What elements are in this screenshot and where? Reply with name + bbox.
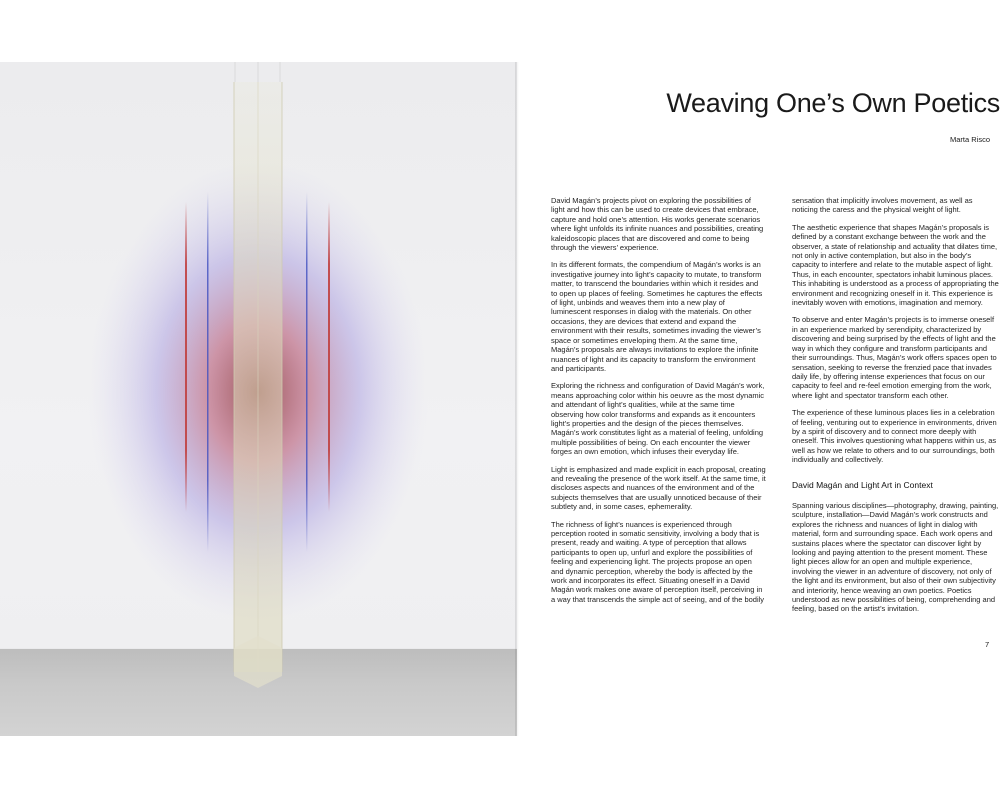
paragraph: In its different formats, the compendium of Magán’s works is an investigative journey into light’s capacity to mutate, to transform matter, to transcend the boundaries within which it resides and to open up places of feeling. Sometimes he captures the effects of light, unbinds and weaves them into a new play of luminescent responses in dialog with the materials. On other occasions, they are devices that extend and expand the environment with their results, sometimes invading the viewer’s space or sometimes enveloping them. At the same time, Magán’s proposals are always invitations to explore the infinite nuances of light and its capacity to transform the environment and participants. <box>551 260 763 373</box>
text-column-left <box>551 196 766 612</box>
paragraph: Spanning various disciplines—photography, drawing, painting, sculpture, installation—David Magán’s work constructs and explores the richness and nuances of light in dialog with material, form and surrounding space. Each work opens and sustains places where the spectator can discover light by looking and paying attention to the present moment. These light pieces allow for an open and multiple experience, involving the viewer in an adventure of discovery, not only of the light and its environment, but also of their own subjectivity and interiority, hence weaving an own poetics. Poetics understood as new possibilities of being, comprehending and feeling, based on the artist’s invitation. <box>792 500 999 614</box>
book-spread <box>0 62 1000 736</box>
paragraph: The richness of light’s nuances is experienced through perception rooted in somatic sensitivity, involving a body that is present, ready and waiting. A type of perception that allows participants to open up, unfurl and explore the possibilities of feeling and experiencing light. The projects propose an open and dynamic perception, whereby the body is affected by the work and incorporates its effect. Situating oneself in a David Magán work makes one aware of perception itself, perceiving in a way that transcends the simple act of seeing, and of the bodily <box>551 519 765 604</box>
paragraph: The experience of these luminous places lies in a celebration of feeling, venturing out to experience in environments, driven by a spirit of discovery and to connect more deeply with oneself. This involves questioning what happens within us, as well as how we relate to others and to our surroundings, both individually and collectively. <box>792 408 997 465</box>
section-heading: David Magán and Light Art in Context <box>792 479 933 490</box>
page-number: 7 <box>985 640 990 649</box>
page-gutter <box>515 62 519 736</box>
author-name: Marta Risco <box>949 135 990 144</box>
paragraph: The aesthetic experience that shapes Magán’s proposals is defined by a constant exchange between the work and the observer, a state of relationship and actuality that dilates time, not only in active contemplation, but also in the body’s capacity to interfere and relate to the mutable aspect of light. Thus, in each encounter, spectators inhabit luminous places. This inhabiting is understood as a process of appropriating the environment and recognizing oneself in it. This experience is inevitably woven with emotions, imagination and memory. <box>792 222 999 308</box>
light-installation-icon <box>0 62 517 736</box>
paragraph: Light is emphasized and made explicit in each proposal, creating and revealing the presence of the work itself. At the same time, it discloses aspects and nuances of the environment and of the subjects themselves that are usually unnoticed because of their subtlety and, in some cases, ephemerality. <box>551 464 766 512</box>
text-column-right <box>792 196 1000 622</box>
installation-photo <box>0 62 517 736</box>
paragraph: Exploring the richness and configuration of David Magán’s work, means approaching color within his oeuvre as the most dynamic and attendant of light’s qualities, while at the same time observing how color transforms and expands as it encounters light’s properties and the design of the pieces themselves. Magán’s work constitutes light as a material of feeling, unfolding multiple possibilities of being. On each encounter the viewer forges an own emotion, which infuses their everyday life. <box>551 381 765 457</box>
paragraph: David Magán’s projects pivot on exploring the possibilities of light and how this can be used to create devices that embrace, capture and hold one’s attention. His works generate scenarios where light unfolds its infinite nuances and possibilities, creating kaleidoscopic places that are discovered and come to being through the viewers’ experience. <box>551 196 764 253</box>
article-title: Weaving One’s Own Poetics <box>666 88 1000 118</box>
paragraph: To observe and enter Magán’s projects is to immerse oneself in an experience marked by serendipity, characterized by discovering and being surprised by the effects of light and the way in which they configure and transform participants and their surroundings. Thus, Magán’s work offers spaces open to sensation, seeking to reverse the frenzied pace that invades daily life, by offering intense experiences that focus on our capacity to feel and re-feel emotion emerging from the work, where light and spectator transform each other. <box>792 315 997 400</box>
paragraph: sensation that implicitly involves movement, as well as noticing the caress and the physical weight of light. <box>792 196 973 215</box>
